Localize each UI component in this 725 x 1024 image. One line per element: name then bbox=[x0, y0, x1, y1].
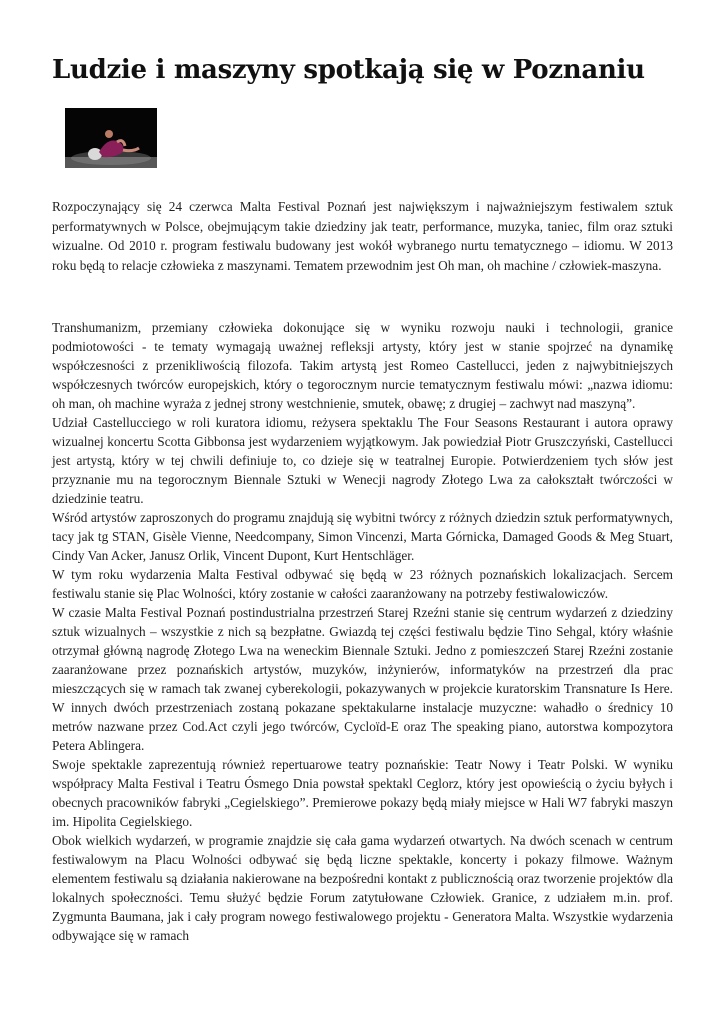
intro-paragraph: Rozpoczynający się 24 czerwca Malta Festival Poznań jest największym i najważniejszym festiwalem sztuk performatywnych w Polsce, obejmującym takie dziedziny jak teatr, performance, muzyka, taniec, film oraz sztuki wizualne. Od 2010 r. program festiwalu budowany jest wokół wybranego nurtu tematycznego – idiomu. W 2013 roku będą to relacje człowieka z maszynami. Tematem przewodnim jest Oh man, oh machine / człowiek-maszyna. bbox=[52, 199, 673, 273]
article-photo bbox=[65, 108, 157, 168]
article-title: Ludzie i maszyny spotkają się w Poznaniu bbox=[52, 55, 645, 85]
body-paragraph: W tym roku wydarzenia Malta Festival odbywać się będą w 23 różnych poznańskich lokalizacjach. Sercem festiwalu stanie się Plac Wolności, który zostanie w całości zaaranżowany na potrzeby festiwalowiczów. bbox=[52, 567, 673, 601]
body-paragraph: Transhumanizm, przemiany człowieka dokonujące się w wyniku rozwoju nauki i technologii, granice podmiotowości - te tematy wymagają uważnej refleksji artysty, który jest w stanie spojrzeć na dynamikę współczesności z przenikliwością filozofa. Takim artystą jest Romeo Castellucci, jeden z najwybitniejszych współczesnych twórców europejskich, który o tegorocznym nurcie tematycznym festiwalu mówi: „nazwa idiomu: oh man, oh machine wyraża z jednej strony westchnienie, smutek, obawę; z drugiej – zachwyt nad maszyną”. bbox=[52, 320, 673, 411]
body-paragraph: W czasie Malta Festival Poznań postindustrialna przestrzeń Starej Rzeźni stanie się centrum wydarzeń z dziedziny sztuk wizualnych – wszystkie z nich są bezpłatne. Gwiazdą tej części festiwalu będzie Tino Sehgal, który właśnie otrzymał główną nagrodę Złotego Lwa na weneckim Biennale Sztuki. Jedno z pomieszczeń Starej Rzeźni zostanie zaaranżowane przez poznańskich artystów, muzyków, inżynierów, informatyków na przestrzeń dla prac mieszczących się w ramach tak zwanej cyberekologii, pokazywanych w projekcie kuratorskim Transnature Is Here. W innych dwóch przestrzeniach zostaną pokazane spektakularne instalacje muzyczne: wahadło o średnicy 10 metrów nazwane przez Cod.Act czyli jego twórców, Cycloïd-E oraz The speaking piano, autorstwa kompozytora Petera Ablingera. bbox=[52, 605, 673, 753]
article-body bbox=[52, 318, 673, 945]
dancer-image bbox=[65, 108, 157, 168]
body-paragraph: Wśród artystów zaproszonych do programu znajdują się wybitni twórcy z różnych dziedzin sztuk performatywnych, tacy jak tg STAN, Gisèle Vienne, Needcompany, Simon Vincenzi, Marta Górnicka, Damaged Goods & Meg Stuart, Cindy Van Acker, Janusz Orlik, Vincent Dupont, Kurt Hentschläger. bbox=[52, 510, 673, 563]
body-paragraph: Swoje spektakle zaprezentują również repertuarowe teatry poznańskie: Teatr Nowy i Teatr Polski. W wyniku współpracy Malta Festival i Teatru Ósmego Dnia powstał spektakl Ceglorz, który jest opowieścią o życiu byłych i obecnych pracowników fabryki „Cegielskiego”. Premierowe pokazy będą miały miejsce w Hali W7 fabryki maszyn im. Hipolita Cegielskiego. bbox=[52, 757, 673, 829]
body-paragraph: Udział Castellucciego w roli kuratora idiomu, reżysera spektaklu The Four Seasons Restaurant i autora oprawy wizualnej koncertu Scotta Gibbonsa jest wydarzeniem wyjątkowym. Jak powiedział Piotr Gruszczyński, Castellucci jest artystą, który w tej chwili definiuje to, co dzieje się w teatralnej Europie. Potwierdzeniem tych słów jest przyznanie mu na tegorocznym Biennale Sztuki w Wenecji nagrody Złotego Lwa za całokształt twórczości w dziedzinie teatru. bbox=[52, 415, 673, 506]
body-paragraph: Obok wielkich wydarzeń, w programie znajdzie się cała gama wydarzeń otwartych. Na dwóch scenach w centrum festiwalowym na Placu Wolności odbywać się będą liczne spektakle, koncerty i pokazy filmowe. Ważnym elementem festiwalu są działania nakierowane na bezpośredni kontakt z publicznością oraz tworzenie projektów dla lokalnych społeczności. Temu służyć będzie Forum zatytułowane Człowiek. Granice, z udziałem m.in. prof. Zygmunta Baumana, jak i cały program nowego festiwalowego projektu - Generatora Malta. Wszystkie wydarzenia odbywające się w ramach bbox=[52, 833, 673, 943]
